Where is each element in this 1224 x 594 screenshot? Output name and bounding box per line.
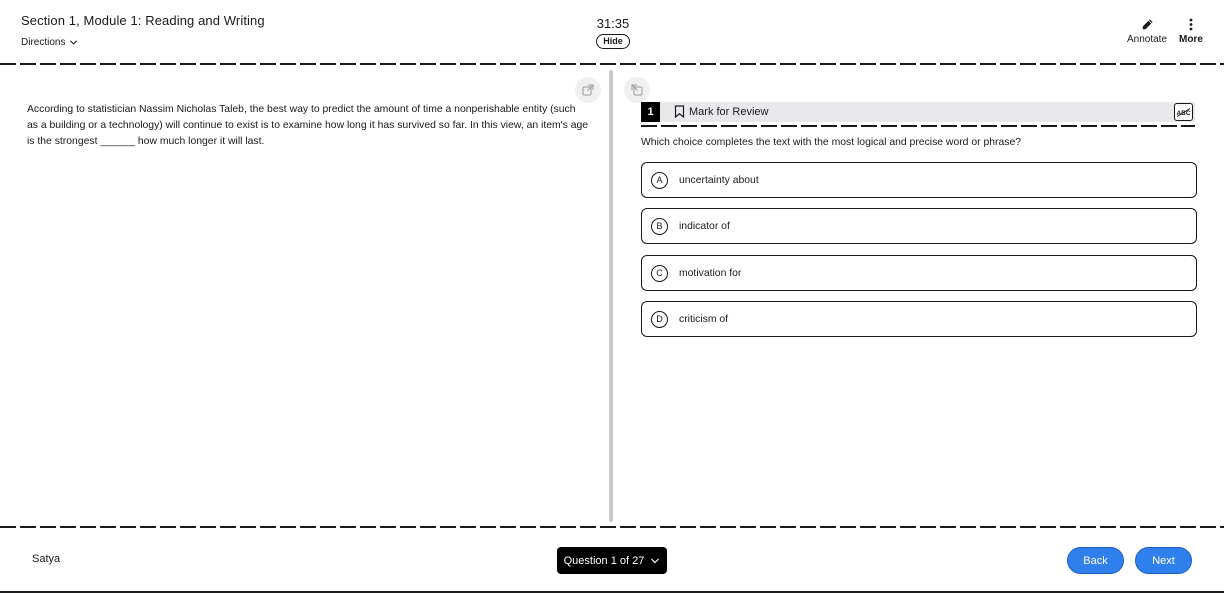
pane-resize-handle[interactable] [609,70,613,522]
choice-text: motivation for [679,267,742,279]
more-label: More [1179,34,1203,45]
pen-icon [1141,18,1154,31]
header-divider [0,63,1224,65]
svg-text:ABC: ABC [1176,109,1191,117]
answer-eliminator-button[interactable] [1174,103,1193,121]
timer-block [580,16,646,49]
choice-text: criticism of [679,313,729,325]
question-header-bar [641,102,1195,122]
question-navigator-button[interactable] [557,547,667,574]
mark-for-review-button[interactable] [674,105,768,118]
annotate-label: Annotate [1126,34,1168,45]
choice-text: uncertainty about [679,174,759,186]
choice-d[interactable] [641,301,1197,337]
directions-toggle[interactable] [21,37,78,48]
expand-passage-button[interactable] [575,77,601,103]
choice-letter: D [651,311,668,328]
choice-c[interactable] [641,255,1197,291]
back-button[interactable]: Back [1067,547,1124,574]
passage-text: According to statistician Nassim Nicholas Taleb, the best way to predict the amount of time a nonperishable entity (such as a building or a technology) will continue to exist is to examine how long it has survived so far. In this view, an item's age is the strongest ______ how much longer it will last. [27,104,589,147]
header [0,0,1224,62]
collapse-icon [631,84,643,96]
chevron-down-icon [650,556,660,566]
more-button[interactable] [1175,17,1207,45]
choice-text: indicator of [679,220,730,232]
choice-letter: B [651,218,668,235]
question-number: 1 [641,102,660,122]
user-name: Satya [32,553,61,565]
choice-b[interactable] [641,208,1197,244]
collapse-question-button[interactable] [624,77,650,103]
question-prompt: Which choice completes the text with the most logical and precise word or phrase? [641,137,1022,148]
bookmark-icon [674,105,685,118]
question-header-divider [641,125,1195,127]
choice-letter: A [651,172,668,189]
choice-a[interactable] [641,162,1197,198]
strikethrough-abc-icon [1176,107,1191,118]
timer: 31:35 [596,16,630,31]
question-navigator-label: Question 1 of 27 [563,554,645,567]
annotate-button[interactable] [1124,17,1170,45]
mark-for-review-label: Mark for Review [689,105,769,118]
more-vertical-icon [1189,18,1193,31]
next-button[interactable]: Next [1135,547,1192,574]
expand-icon [582,84,594,96]
section-title: Section 1, Module 1: Reading and Writing [21,13,265,28]
chevron-down-icon [69,38,78,47]
choice-letter: C [651,265,668,282]
bottom-border [0,591,1224,593]
footer-divider [0,526,1224,528]
hide-timer-button[interactable]: Hide [596,34,630,49]
directions-label: Directions [21,37,66,48]
